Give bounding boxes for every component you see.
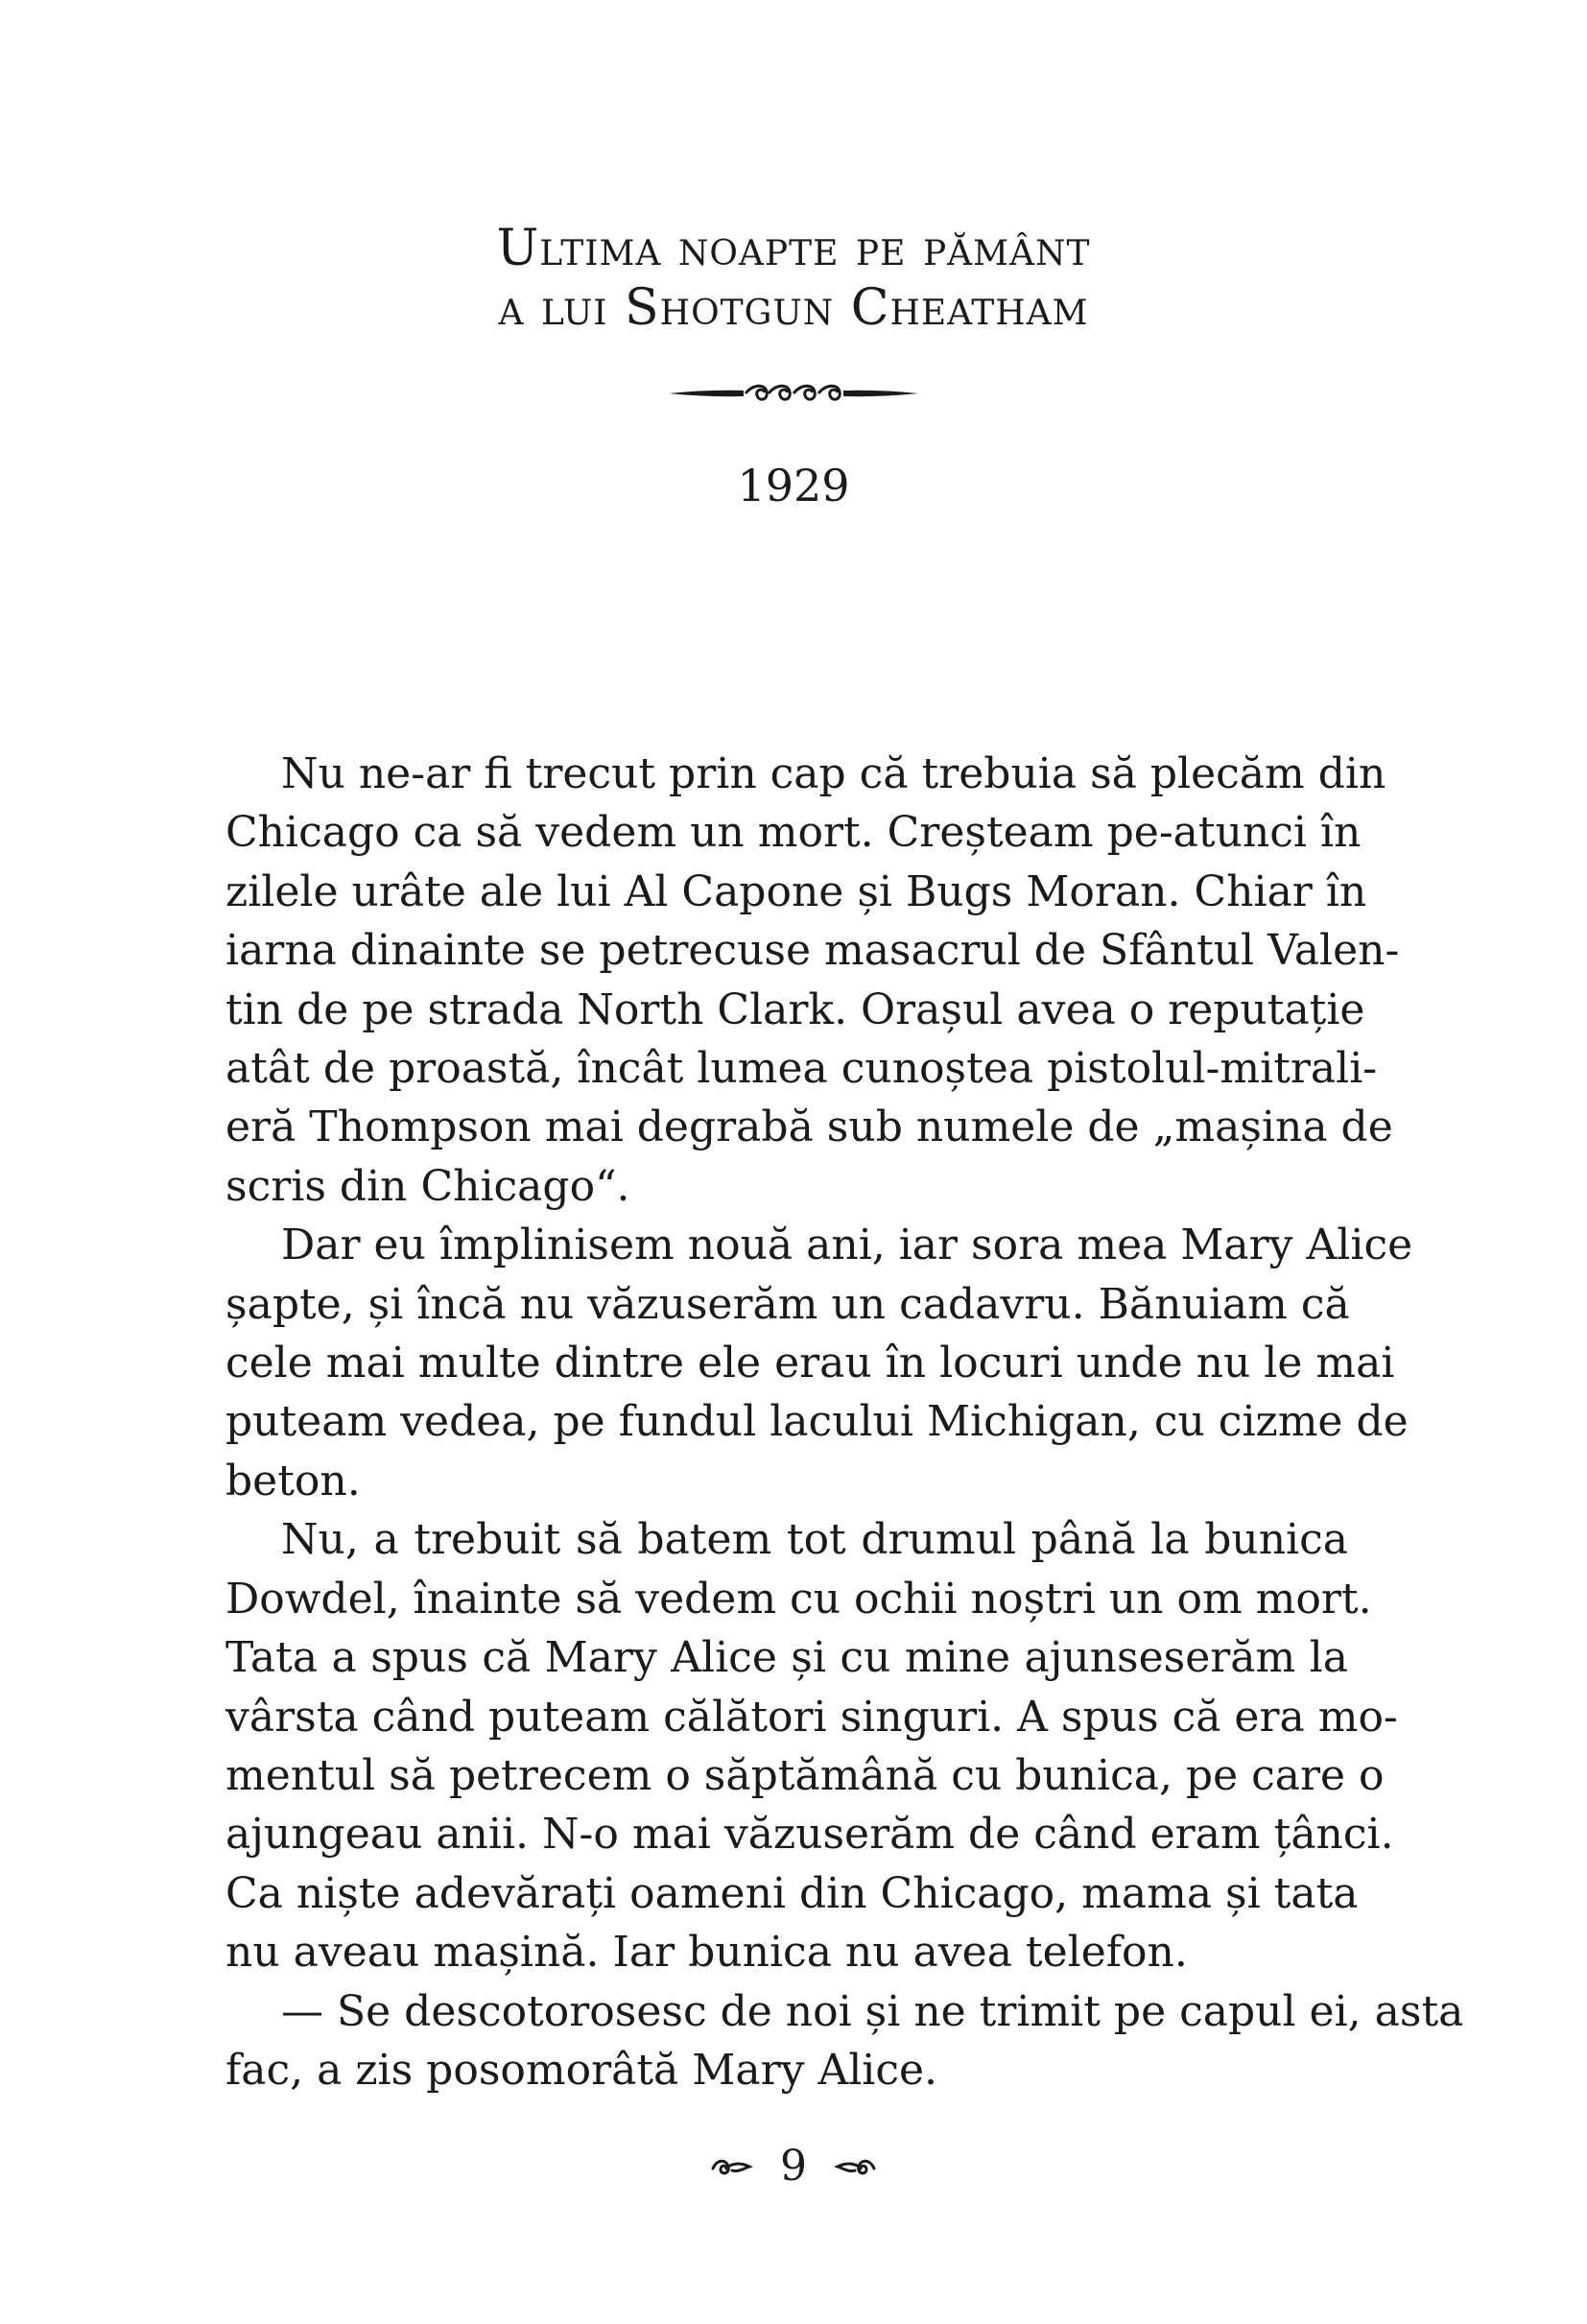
scroll-divider-icon (669, 379, 918, 408)
text-line: Dowdel, înainte să vedem cu ochii noștri un om mort. (225, 1574, 1372, 1624)
text-line: tin de pe strada North Clark. Orașul avea o reputație (225, 984, 1365, 1034)
text-line: Nu ne-ar fi trecut prin cap că trebuia să plecăm din (281, 749, 1386, 798)
text-line: șapte, și încă nu văzuserăm un cadavru. Bănuiam că (225, 1279, 1350, 1329)
text-line: nu aveau mașină. Iar bunica nu avea telefon. (225, 1928, 1188, 1978)
page-number: 9 (780, 2142, 807, 2191)
chapter-title-line-1: Ultima noapte pe pământ (496, 220, 1091, 277)
swirl-right-icon (834, 2155, 876, 2178)
text-line: mentul să petrecem o săptămână cu bunica, pe care o (225, 1750, 1385, 1800)
text-line: Chicago ca să vedem un mort. Creșteam pe-atunci în (225, 808, 1362, 858)
swirl-left-icon (711, 2155, 753, 2178)
page-footer (0, 2138, 1587, 2194)
text-line: puteam vedea, pe fundul lacului Michigan, cu cizme de (225, 1397, 1409, 1447)
text-line: Nu, a trebuit să batem tot drumul până la bunica (281, 1515, 1348, 1565)
text-line: beton. (225, 1456, 361, 1506)
text-line: atât de proastă, încât lumea cunoștea pistolul-mitrali- (225, 1044, 1378, 1094)
text-line: scris din Chicago“. (225, 1161, 630, 1211)
chapter-title (0, 219, 1587, 338)
text-line: Dar eu împlinisem nouă ani, iar sora mea Mary Alice (281, 1221, 1413, 1270)
text-line: fac, a zis posomorâtă Mary Alice. (225, 2045, 938, 2095)
text-line: iarna dinainte se petrecuse masacrul de Sfântul Valen- (225, 926, 1400, 976)
text-line: Ca niște adevărați oameni din Chicago, mama și tata (225, 1868, 1359, 1918)
text-line: vârsta când puteam călători singuri. A spus că era mo- (225, 1692, 1398, 1742)
text-line: ajungeau anii. N-o mai văzuserăm de când eram țânci. (225, 1810, 1394, 1860)
text-line: Tata a spus că Mary Alice și cu mine ajunseserăm la (225, 1633, 1348, 1683)
text-line: — Se descotorosesc de noi și ne trimit pe capul ei, asta (281, 1986, 1464, 2036)
chapter-title-line-2: a lui Shotgun Cheatham (498, 279, 1089, 337)
text-line: cele mai multe dintre ele erau în locuri unde nu le mai (225, 1339, 1395, 1388)
text-line: zilele urâte ale lui Al Capone și Bugs Moran. Chiar în (225, 866, 1367, 916)
text-line: eră Thompson mai degrabă sub numele de „mașina de (225, 1103, 1393, 1152)
chapter-body (225, 745, 1464, 2099)
chapter-year: 1929 (737, 460, 850, 511)
